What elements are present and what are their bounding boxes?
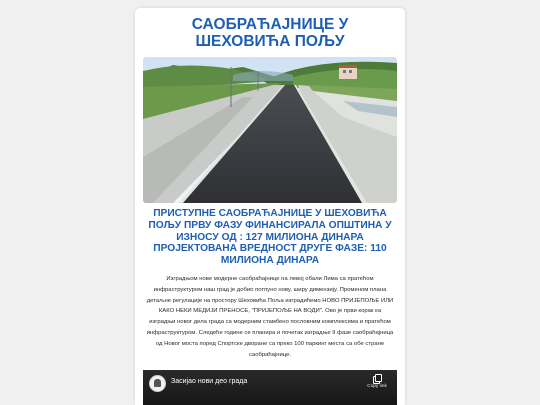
video-embed[interactable] [143, 370, 397, 405]
channel-avatar[interactable] [149, 375, 166, 392]
copy-icon [373, 374, 381, 383]
article-subtitle: ПРИСТУПНЕ САОБРАЋАЈНИЦЕ У ШЕХОВИЋА ПОЉУ ПРВУ ФАЗУ ФИНАНСИРАЛА ОПШТИНА У ИЗНОСУ ОД : 127 МИЛИОНА ДИНАРА ПРОЈЕКТОВАНА ВРЕДНОСТ ДРУГЕ ФАЗЕ: 110 МИЛИОНА ДИНАРА [148, 208, 392, 267]
copy-link-label: Copy link [367, 384, 387, 389]
page-title: САОБРАЋАЈНИЦЕ У ШЕХОВИЋА ПОЉУ [191, 16, 349, 50]
road-photo [143, 57, 397, 203]
video-title[interactable]: Засијао нови део града [171, 378, 248, 385]
copy-link-button[interactable] [365, 374, 389, 389]
article-card [135, 8, 405, 405]
article-body: Изградњом нове модерне саобраћајнице на левој обали Лима са пратећом инфраструктуром наш град је добио потпуно нову, ширу димензију. Променом плана детаљне регулације на простору Шеховића Поља изградићемо НОВО ПРИЈЕПОЉЕ ИЛИ КАКО НЕКИ МЕДИЈИ ПРЕНОСЕ, "ПРИЈЕПОЉЕ НА ВОДИ". Ово је први корак ка изградњи новог дела града са модерним стамбено пословним комплексима и пратећом инфраструктуром. Следеће године се планира и почетак изградње II фазе саобраћајница од Новог моста поред Спортске дворане са преко 100 паркинг места са обе стране саобраћајнице. [146, 276, 394, 358]
